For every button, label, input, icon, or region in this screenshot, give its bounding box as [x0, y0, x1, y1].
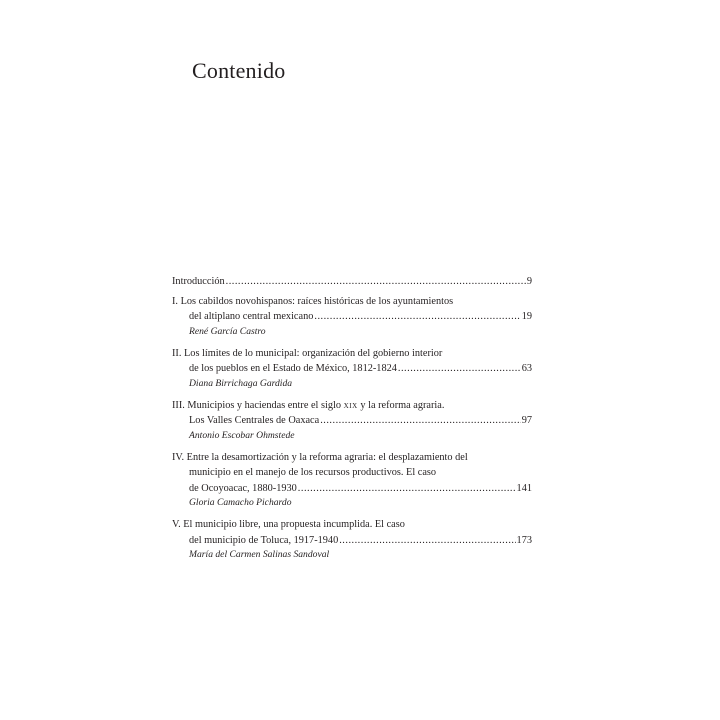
toc-line — [172, 533, 532, 549]
toc-page-number: 9 — [526, 276, 532, 287]
dot-leader — [398, 361, 521, 377]
toc-entry-title-continued: del municipio de Toluca, 1917-1940 — [189, 534, 339, 546]
toc-title-text: y la reforma agraria. — [357, 399, 445, 411]
toc-entry-title-continued: Los Valles Centrales de Oaxaca — [189, 415, 320, 426]
toc-entry-chapter-5 — [172, 517, 532, 562]
table-of-contents — [172, 274, 532, 569]
toc-entry-title-continued: del altiplano central mexicano — [189, 311, 314, 322]
toc-author: Antonio Escobar Ohmstede — [189, 429, 295, 441]
toc-entry-chapter-4 — [172, 450, 532, 511]
toc-entry-title-continued: de los pueblos en el Estado de México, 1812-1824 — [189, 363, 397, 374]
toc-entry-introduccion — [172, 274, 532, 290]
toc-author: María del Carmen Salinas Sandoval — [189, 549, 330, 560]
toc-title-text: III. Municipios y haciendas entre el siglo — [172, 399, 344, 411]
toc-page-number: 141 — [516, 482, 532, 494]
toc-line — [172, 274, 532, 290]
toc-entry-chapter-3 — [172, 398, 532, 443]
dot-leader — [298, 481, 516, 497]
toc-entry-title-continued: municipio en el manejo de los recursos productivos. El caso — [189, 467, 437, 478]
toc-line — [172, 481, 532, 497]
toc-author: Diana Birrichaga Gardida — [189, 377, 293, 389]
toc-entry-title: V. El municipio libre, una propuesta incumplida. El caso — [172, 519, 405, 530]
toc-page-number: 173 — [516, 534, 532, 546]
toc-page-number: 97 — [521, 415, 532, 426]
dot-leader — [339, 533, 515, 549]
dot-leader — [226, 274, 526, 290]
toc-entry-title: I. Los cabildos novohispanos: raíces históricas de los ayuntamientos — [172, 295, 454, 307]
dot-leader — [320, 413, 521, 429]
toc-entry-chapter-2 — [172, 346, 532, 391]
toc-entry-title: IV. Entre la desamortización y la reforma agraria: el desplazamiento del — [172, 451, 468, 463]
toc-author: Gloria Camacho Pichardo — [189, 497, 292, 508]
toc-page-number: 19 — [521, 311, 532, 322]
toc-line — [172, 309, 532, 325]
roman-century: xix — [343, 399, 358, 411]
page-title: Contenido — [192, 58, 286, 83]
toc-entry-title — [172, 398, 532, 414]
dot-leader — [314, 309, 520, 325]
toc-entry-title-continued: de Ocoyoacac, 1880-1930 — [189, 482, 297, 494]
toc-page-number: 63 — [521, 363, 532, 374]
toc-line — [172, 361, 532, 377]
toc-entry-title: Introducción — [172, 276, 225, 287]
toc-entry-title: II. Los límites de lo municipal: organización del gobierno interior — [172, 347, 443, 359]
toc-line — [172, 413, 532, 429]
toc-author: René García Castro — [189, 325, 266, 337]
toc-entry-chapter-1 — [172, 294, 532, 339]
